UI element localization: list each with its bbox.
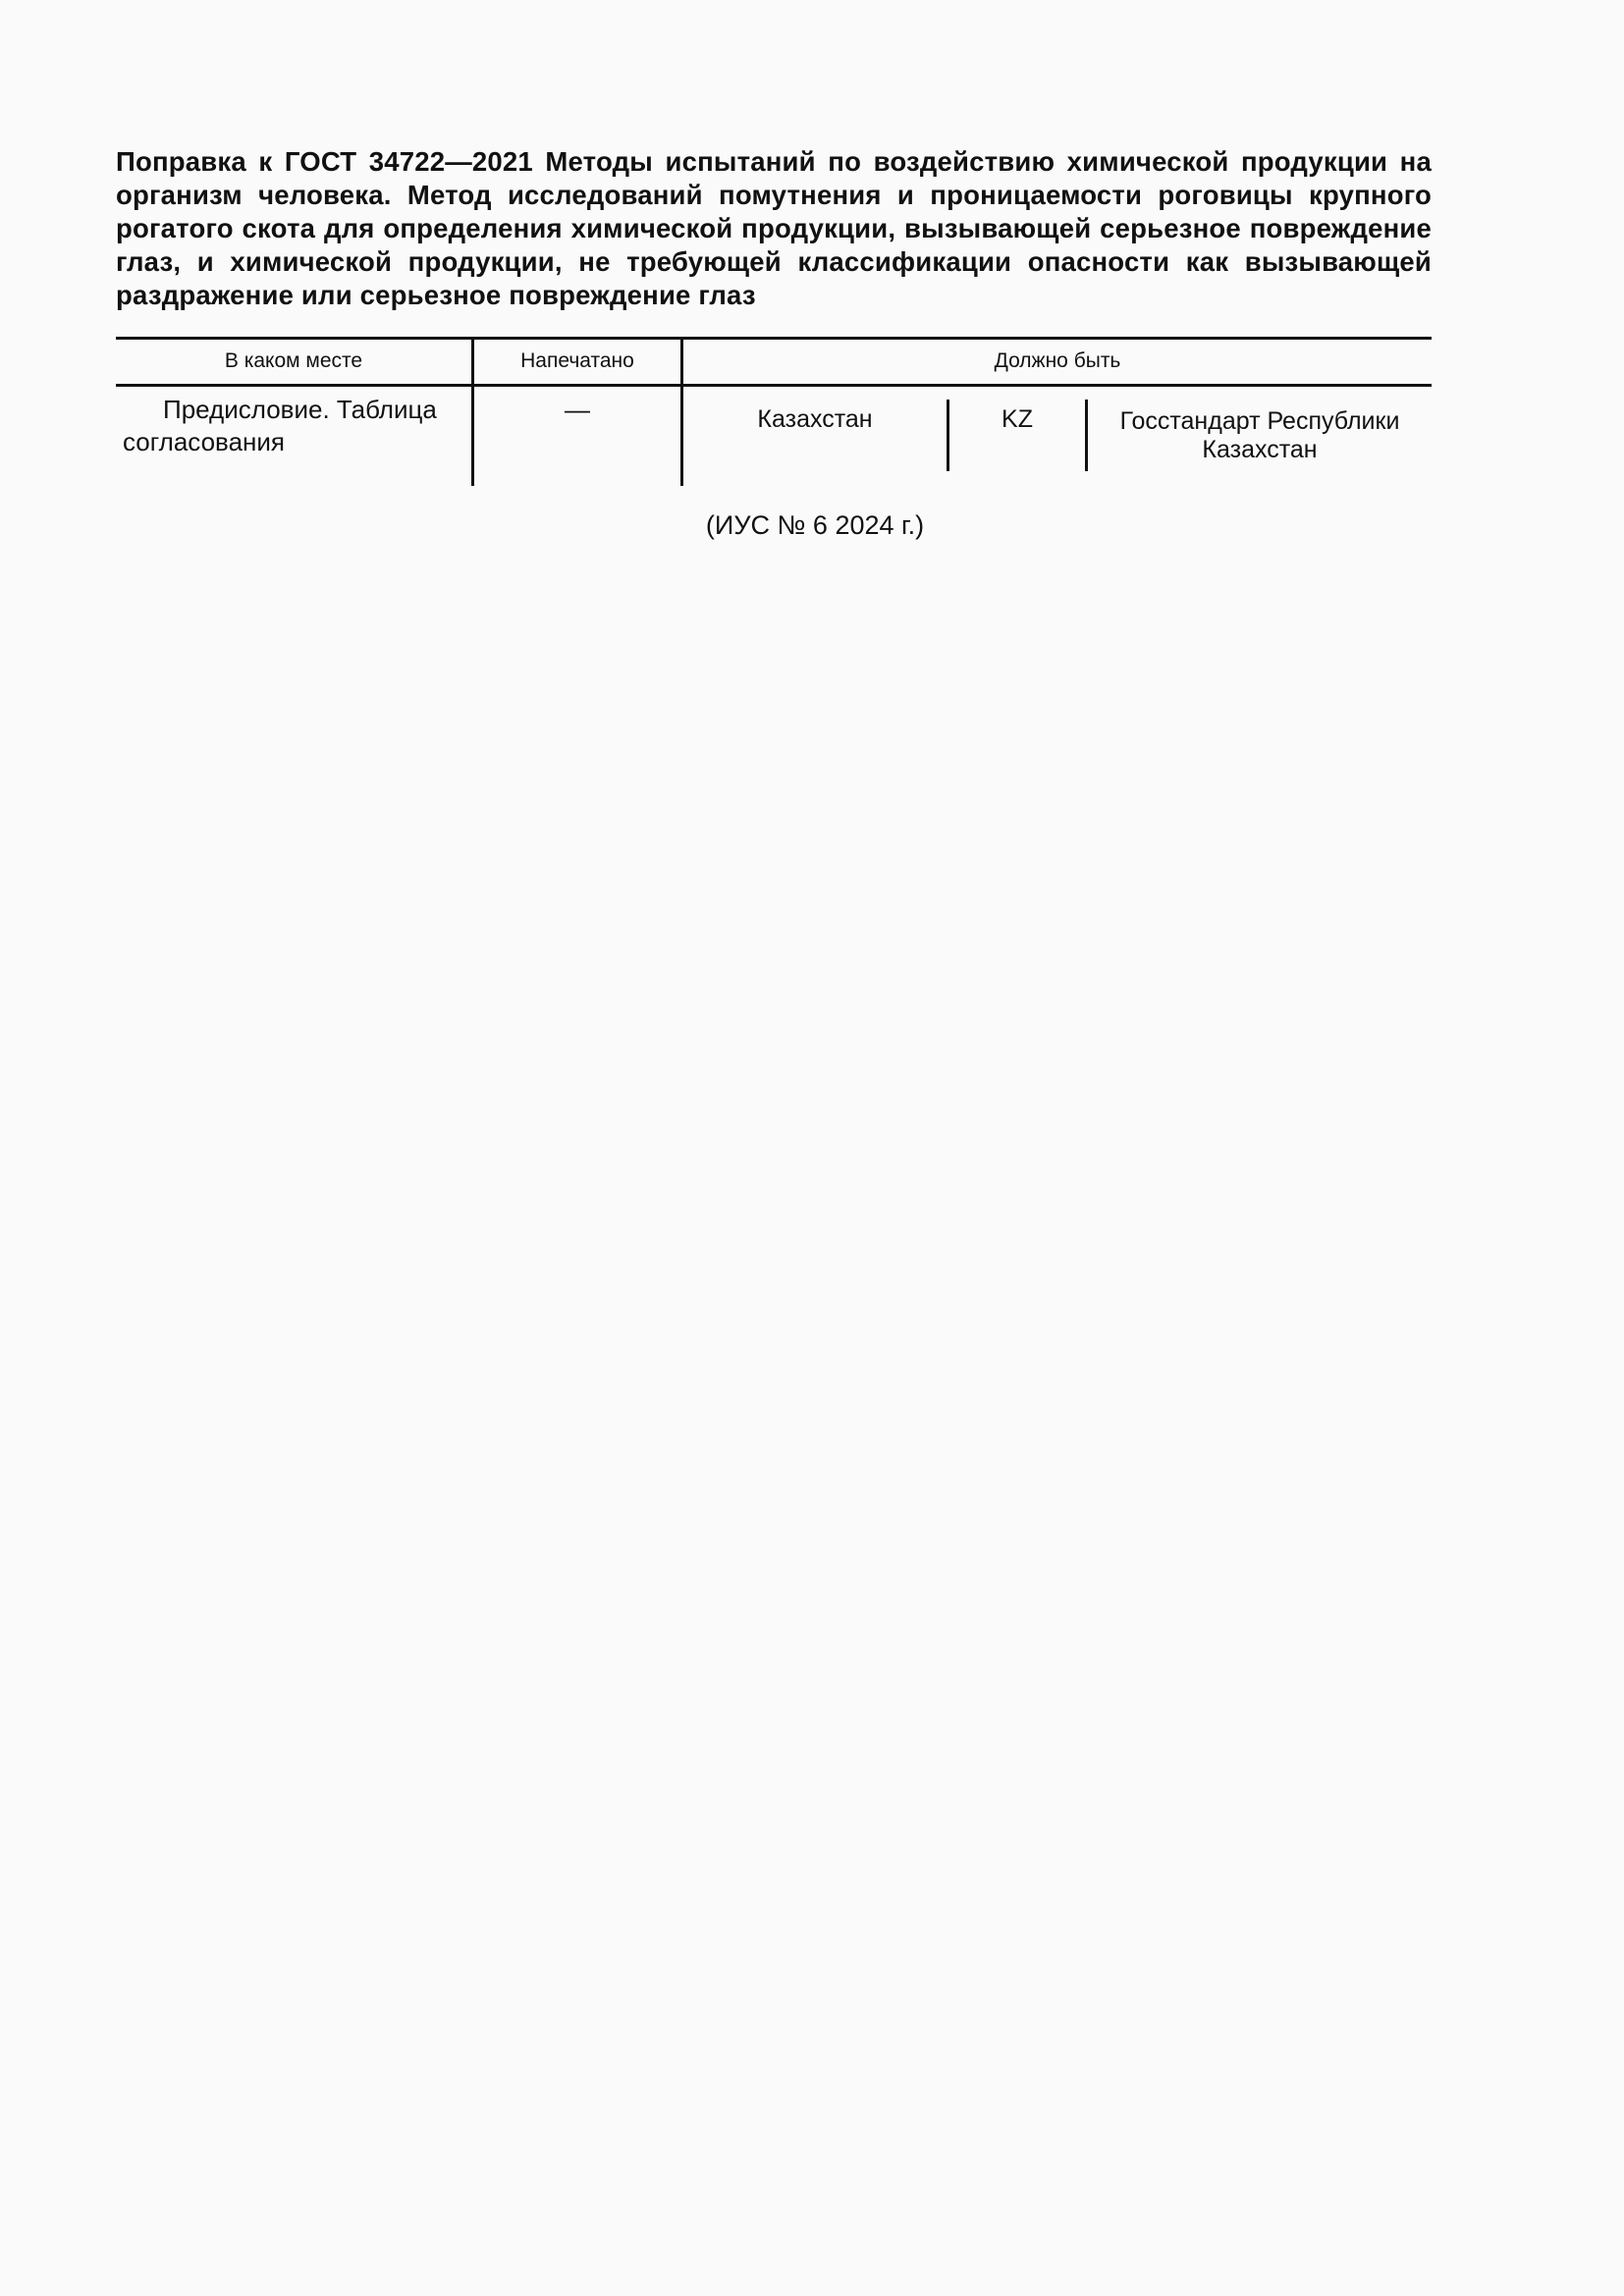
table-header-rule bbox=[116, 384, 1432, 387]
source-reference bbox=[0, 510, 1624, 541]
header-printed: Напечатано bbox=[520, 349, 634, 372]
header-where: В каком месте bbox=[224, 349, 363, 372]
cell-printed: — bbox=[565, 395, 590, 424]
header-should-be: Должно быть bbox=[994, 349, 1121, 372]
cell-code: KZ bbox=[1001, 405, 1033, 433]
amendment-title: Поправка к ГОСТ 34722—2021 Методы испытаний по воздействию химической продукции на организм человека. Метод исследований помутнения и проницаемости роговицы крупного рогатого скота для определения химической продукции, вызывающей серьезное повреждение глаз, и химической продукции, не требующей классификации опасности как вызывающей раздражение или серьезное повреждение глаз bbox=[116, 146, 1432, 310]
source-reference-text: (ИУС № 6 2024 г.) bbox=[705, 510, 925, 540]
cell-agency-line2: Казахстан bbox=[1202, 436, 1318, 463]
table-top-rule bbox=[116, 337, 1432, 340]
cell-where-line1: Предисловие. Таблица bbox=[163, 395, 437, 424]
cell-country: Казахстан bbox=[757, 405, 873, 433]
cell-agency-line1: Госстандарт Республики bbox=[1119, 407, 1400, 435]
cell-where-line2: согласования bbox=[123, 427, 285, 456]
